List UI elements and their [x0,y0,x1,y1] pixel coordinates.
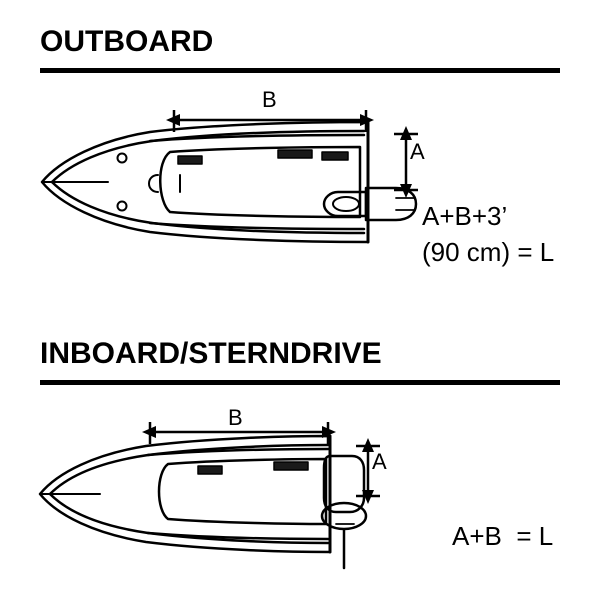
dimension-label-b-outboard: B [262,87,277,112]
title-divider-inboard [40,380,560,385]
dimension-label-b-inboard: B [228,405,243,430]
dimension-label-a-outboard: A [410,139,425,164]
formula-inboard-line1: A+B = L [452,521,554,551]
section-title-outboard: OUTBOARD [40,25,214,58]
title-divider-outboard [40,68,560,73]
dimension-b-inboard [136,404,352,444]
section-title-inboard: INBOARD/STERNDRIVE [40,337,382,370]
dimension-label-a-inboard: A [372,449,387,474]
formula-outboard-line1: A+B+3’ [422,201,508,231]
formula-outboard-line2: (90 cm) = L [422,237,555,267]
section-inboard [0,312,600,600]
